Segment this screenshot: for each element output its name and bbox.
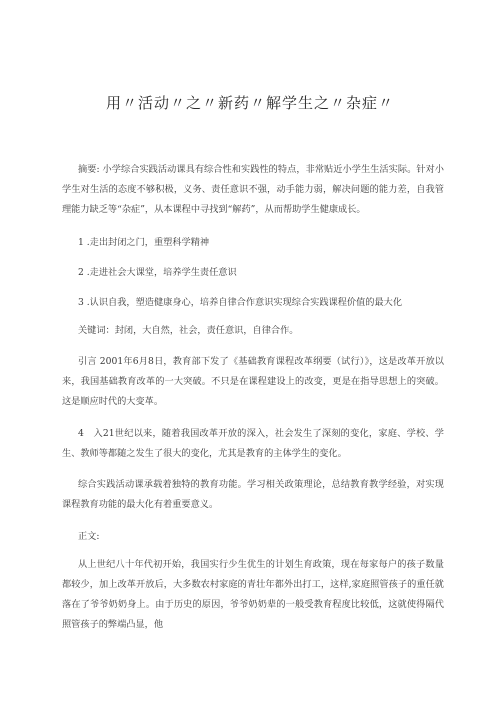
point-item-3: 3 .认识自我，塑造健康身心，培养自律合作意识实现综合实践课程价值的最大化	[78, 297, 403, 308]
intro-paragraph-1: 引言 2001年6月8日，教育部下发了《基础教育课程改革纲要（试行）》，这是改革开放以来，我国基础教育改革的一大突破。不只是在课程建设上的改变，更是在指导思想上的突破。这是顺应时代的大变革。	[62, 356, 444, 407]
point-item-2: 2 .走进社会大课堂，培养学生责任意识	[78, 267, 237, 278]
abstract-paragraph: 摘要: 小学综合实践活动课具有综合性和实践性的特点，非常贴近小学生生活实际。针对小学生对生活的态度不够积极，义务、责任意识不强，动手能力弱，解决问题的能力差，自我管理能力缺乏等“杂症”，从本课程中寻找到“解药”，从而帮助学生健康成长。	[62, 164, 444, 215]
body-heading: 正文:	[78, 531, 100, 542]
body-paragraph-1: 从上世纪八十年代初开始，我国实行少生优生的计划生育政策，现在每家每户的孩子数量都较少，加上改革开放后，大多数农村家庭的青壮年都外出打工，这样,家庭照管孩子的重任就落在了爷爷奶奶身上。由于历史的原因，爷爷奶奶辈的一般受教育程度比较低，这就使得隔代照管孩子的弊端凸显，他	[62, 559, 444, 630]
point-item-1: 1 .走出封闭之门，重塑科学精神	[78, 237, 210, 248]
intro-paragraph-3: 综合实践活动课承载着独特的教育功能。学习相关政策理论，总结教育教学经验，对实现课程教育功能的最大化有着重要意义。	[62, 479, 444, 510]
document-title: 用〃活动〃之〃新药〃解学生之〃杂症〃	[105, 94, 394, 112]
intro-paragraph-2: 4 入21世纪以来，随着我国改革开放的深入，社会发生了深刻的变化，家庭、学校、学生、教师等都随之发生了很大的变化，尤其是教育的主体学生的变化。	[62, 428, 444, 459]
keywords-line: 关键词：封闭，大自然，社会，责任意识，自律合作。	[78, 325, 299, 336]
